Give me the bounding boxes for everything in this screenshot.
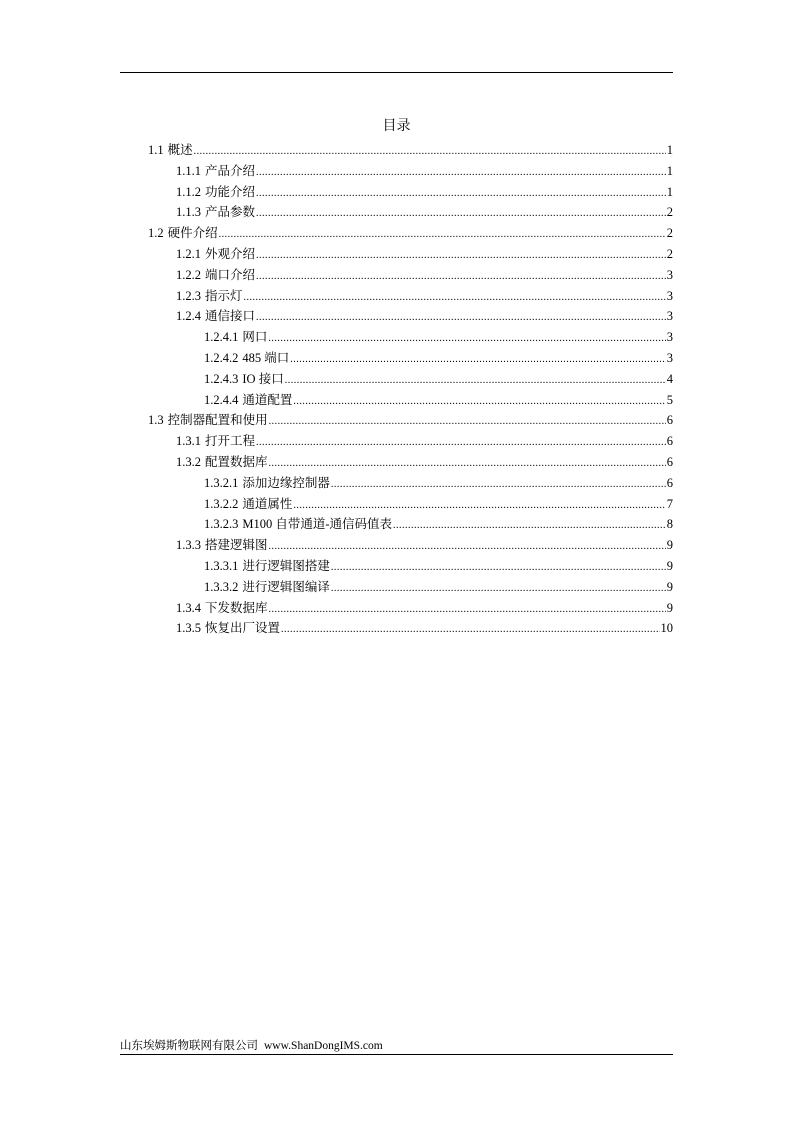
toc-leader-dots — [256, 163, 666, 183]
toc-entry-page: 2 — [666, 205, 673, 220]
toc-entry-page: 9 — [666, 579, 673, 594]
toc-entry-page: 3 — [666, 267, 673, 282]
toc-entry-page: 7 — [666, 496, 673, 511]
toc-entry-title: 配置数据库 — [205, 455, 268, 469]
toc-entry-number: 1.1.3 — [176, 205, 201, 220]
toc-entry[interactable] — [176, 535, 673, 555]
toc-entry-title: 产品参数 — [205, 205, 256, 220]
footer-company: 山东埃姆斯物联网有限公司 — [120, 1040, 258, 1052]
toc-leader-dots — [256, 184, 666, 204]
toc-leader-dots — [194, 142, 666, 162]
toc-entry-title: 指示灯 — [205, 288, 243, 303]
toc-leader-dots — [331, 579, 666, 599]
toc-entry-page: 6 — [666, 455, 673, 469]
toc-entry-number: 1.3.2.1 — [204, 475, 239, 490]
toc-entry-number: 1.3.3.1 — [204, 559, 239, 573]
toc-entry-title: 下发数据库 — [205, 600, 268, 615]
toc-entry[interactable] — [176, 265, 673, 285]
toc-entry-page: 9 — [666, 559, 673, 573]
toc-leader-dots — [219, 225, 666, 245]
toc-entry-number: 1.2.4.2 — [204, 351, 239, 365]
toc-entry[interactable] — [204, 369, 673, 389]
toc-entry-page: 5 — [666, 392, 673, 407]
footer-url: www.ShanDongIMS.com — [264, 1040, 383, 1052]
toc-entry-page: 3 — [666, 309, 673, 324]
toc-entry-number: 1.1.1 — [176, 163, 201, 178]
toc-entry[interactable] — [148, 140, 673, 160]
toc-entry-title: 通道属性 — [242, 496, 293, 511]
toc-entry-page: 6 — [666, 434, 673, 449]
footer-rule — [120, 1054, 673, 1055]
toc-entry-title: 485 端口 — [242, 351, 290, 365]
toc-leader-dots — [256, 267, 666, 287]
toc-entry-number: 1.3.5 — [176, 621, 201, 636]
toc-entry-title: 进行逻辑图编译 — [242, 579, 330, 594]
toc-entry-number: 1.3.1 — [176, 434, 201, 449]
toc-entry-title: 功能介绍 — [205, 184, 256, 199]
toc-entry[interactable] — [204, 473, 673, 493]
toc-entry-title: 打开工程 — [205, 434, 256, 449]
toc-leader-dots — [293, 496, 665, 516]
toc-entry-page: 10 — [660, 621, 673, 636]
toc-entry[interactable] — [204, 327, 673, 347]
toc-leader-dots — [331, 558, 666, 578]
toc-entry-title: 添加边缘控制器 — [242, 475, 330, 490]
header-rule — [120, 72, 673, 73]
toc-entry-number: 1.3.2.2 — [204, 496, 239, 511]
toc-entry-page: 4 — [666, 371, 673, 386]
toc-entry-title: 控制器配置和使用 — [167, 413, 268, 428]
toc-entry-page: 2 — [666, 247, 673, 261]
toc-entry-title: 通道配置 — [242, 392, 293, 407]
toc-entry-page: 2 — [666, 226, 673, 241]
toc-entry-page: 6 — [666, 413, 673, 428]
toc-entry-page: 9 — [666, 538, 673, 553]
toc-entry-title: 端口介绍 — [205, 267, 256, 282]
toc-entry-number: 1.1 — [148, 143, 164, 157]
toc-entry[interactable] — [176, 244, 673, 264]
toc-leader-dots — [331, 475, 666, 495]
toc-entry[interactable] — [176, 161, 673, 181]
toc-entry-page: 1 — [666, 143, 673, 157]
toc-entry-number: 1.3.2.3 — [204, 517, 239, 532]
toc-entry-page: 3 — [666, 288, 673, 303]
toc-leader-dots — [290, 350, 665, 370]
toc-entry-title: 恢复出厂设置 — [205, 621, 281, 636]
toc-entry-page: 3 — [666, 351, 673, 365]
toc-entry-title: 网口 — [242, 330, 268, 345]
toc-entry-title: 通信接口 — [205, 309, 256, 324]
toc-entry-title: 外观介绍 — [205, 247, 256, 261]
toc-entry-number: 1.2 — [148, 226, 164, 241]
toc-entry[interactable] — [148, 223, 673, 243]
toc-entry[interactable] — [176, 452, 673, 472]
toc-leader-dots — [256, 308, 666, 328]
toc-entry-title: 产品介绍 — [205, 163, 256, 178]
toc-entry-page: 1 — [666, 184, 673, 199]
toc-entry[interactable] — [176, 598, 673, 618]
toc-entry[interactable] — [204, 514, 673, 534]
toc-entry-number: 1.3.3.2 — [204, 579, 239, 594]
toc-entry-number: 1.2.1 — [176, 247, 201, 261]
toc-entry-title: IO 接口 — [242, 371, 284, 386]
toc-leader-dots — [256, 246, 666, 266]
toc-leader-dots — [269, 537, 666, 557]
toc-entry-number: 1.3.2 — [176, 455, 201, 469]
toc-entry[interactable] — [204, 577, 673, 597]
toc-entry-page: 9 — [666, 600, 673, 615]
toc-entry[interactable] — [176, 182, 673, 202]
toc-entry[interactable] — [148, 410, 673, 430]
toc-entry[interactable] — [176, 431, 673, 451]
toc-leader-dots — [269, 600, 666, 620]
toc-entry-page: 8 — [666, 517, 673, 532]
toc-entry-number: 1.2.4 — [176, 309, 201, 324]
toc-entry-title: 进行逻辑图搭建 — [242, 559, 330, 573]
toc-leader-dots — [281, 620, 659, 640]
toc-leader-dots — [293, 392, 665, 412]
toc-leader-dots — [393, 516, 666, 536]
toc-entry-page: 3 — [666, 330, 673, 345]
toc-entry-number: 1.1.2 — [176, 184, 201, 199]
toc-entry[interactable] — [204, 556, 673, 576]
toc-entry-title: 搭建逻辑图 — [205, 538, 268, 553]
toc-leader-dots — [269, 454, 666, 474]
toc-leader-dots — [256, 433, 666, 453]
toc-entry-number: 1.2.3 — [176, 288, 201, 303]
toc-entry[interactable] — [204, 390, 673, 410]
toc-leader-dots — [268, 329, 665, 349]
toc-title: 目录 — [382, 119, 411, 134]
toc-entry-number: 1.2.4.3 — [204, 371, 239, 386]
toc-entry[interactable] — [204, 348, 673, 368]
toc-entry-number: 1.3.4 — [176, 600, 201, 615]
toc-leader-dots — [285, 371, 666, 391]
toc-entry-number: 1.2.4.1 — [204, 330, 239, 345]
toc-entry-page: 6 — [666, 475, 673, 490]
toc-entry[interactable] — [176, 202, 673, 222]
toc-entry-title: M100 自带通道-通信码值表 — [242, 517, 393, 532]
toc-entry[interactable] — [176, 286, 673, 306]
toc-entry[interactable] — [176, 306, 673, 326]
toc-entry-title: 概述 — [167, 143, 193, 157]
toc-entry-number: 1.3 — [148, 413, 164, 428]
toc-entry[interactable] — [176, 618, 673, 638]
toc-leader-dots — [256, 204, 666, 224]
toc-entry-number: 1.3.3 — [176, 538, 201, 553]
toc-entry[interactable] — [204, 494, 673, 514]
toc-leader-dots — [269, 412, 666, 432]
toc-leader-dots — [244, 288, 666, 308]
toc-entry-number: 1.2.2 — [176, 267, 201, 282]
toc-entry-page: 1 — [666, 163, 673, 178]
page-footer — [120, 1039, 383, 1053]
toc-entry-number: 1.2.4.4 — [204, 392, 239, 407]
toc-entry-title: 硬件介绍 — [167, 226, 218, 241]
